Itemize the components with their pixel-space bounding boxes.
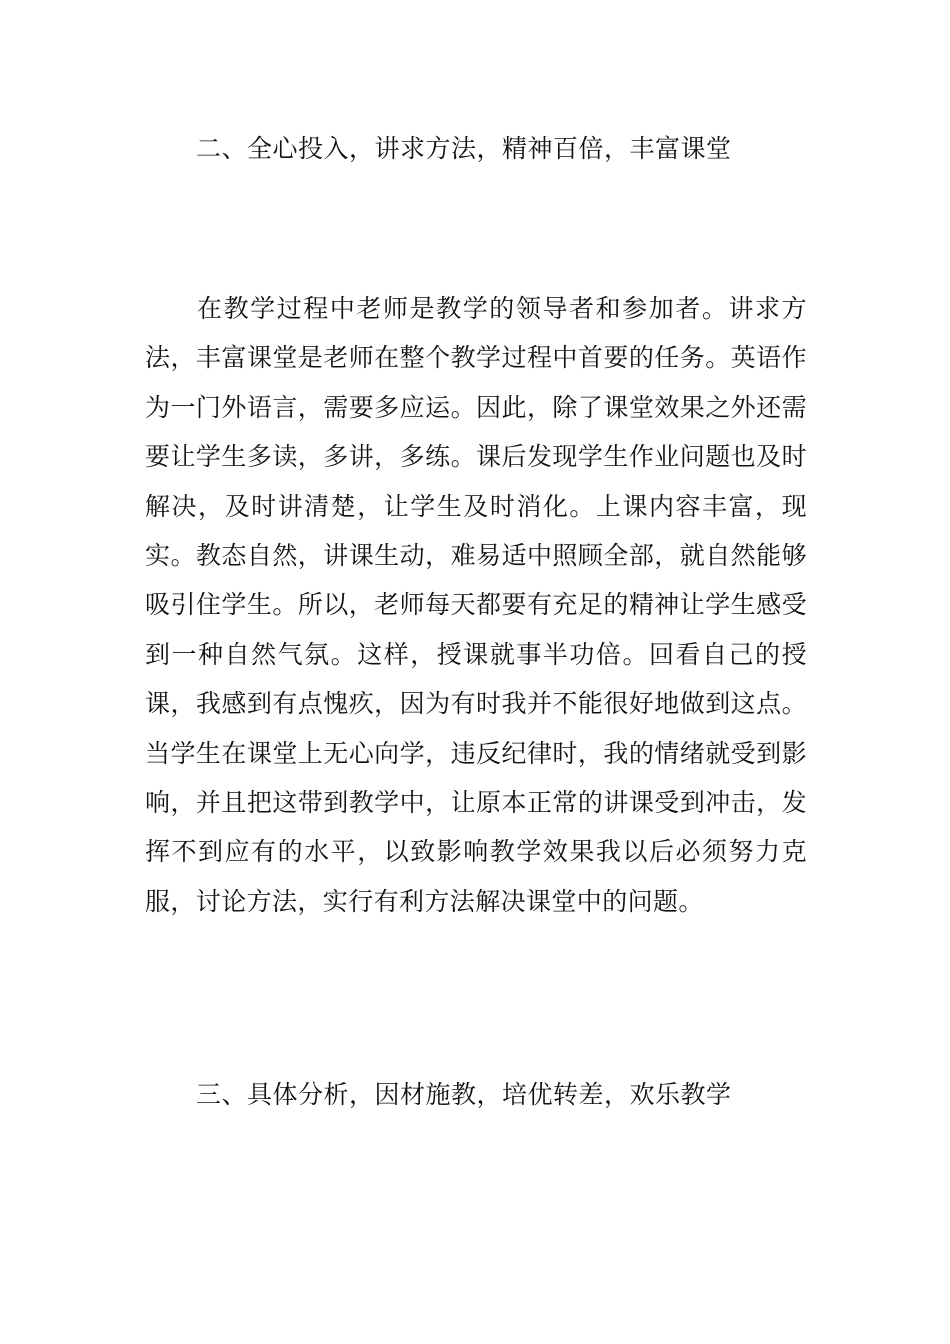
section-heading-3: 三、具体分析，因材施教，培优转差，欢乐教学: [196, 1080, 732, 1109]
body-paragraph: 在教学过程中老师是教学的领导者和参加者。讲求方法，丰富课堂是老师在整个教学过程中首要的任务。英语作为一门外语言，需要多应运。因此，除了课堂效果之外还需要让学生多读，多讲，多练。课后发现学生作业问题也及时解决，及时讲清楚，让学生及时消化。上课内容丰富，现实。教态自然，讲课生动，难易适中照顾全部，就自然能够吸引住学生。所以，老师每天都要有充足的精神让学生感受到一种自然气氛。这样，授课就事半功倍。回看自己的授课，我感到有点愧疚，因为有时我并不能很好地做到这点。当学生在课堂上无心向学，违反纪律时，我的情绪就受到影响，并且把这带到教学中，让原本正常的讲课受到冲击，发挥不到应有的水平，以致影响教学效果我以后必须努力克服，讨论方法，实行有利方法解决课堂中的问题。: [145, 294, 807, 916]
section-heading-2: 二、全心投入，讲求方法，精神百倍，丰富课堂: [196, 134, 732, 163]
